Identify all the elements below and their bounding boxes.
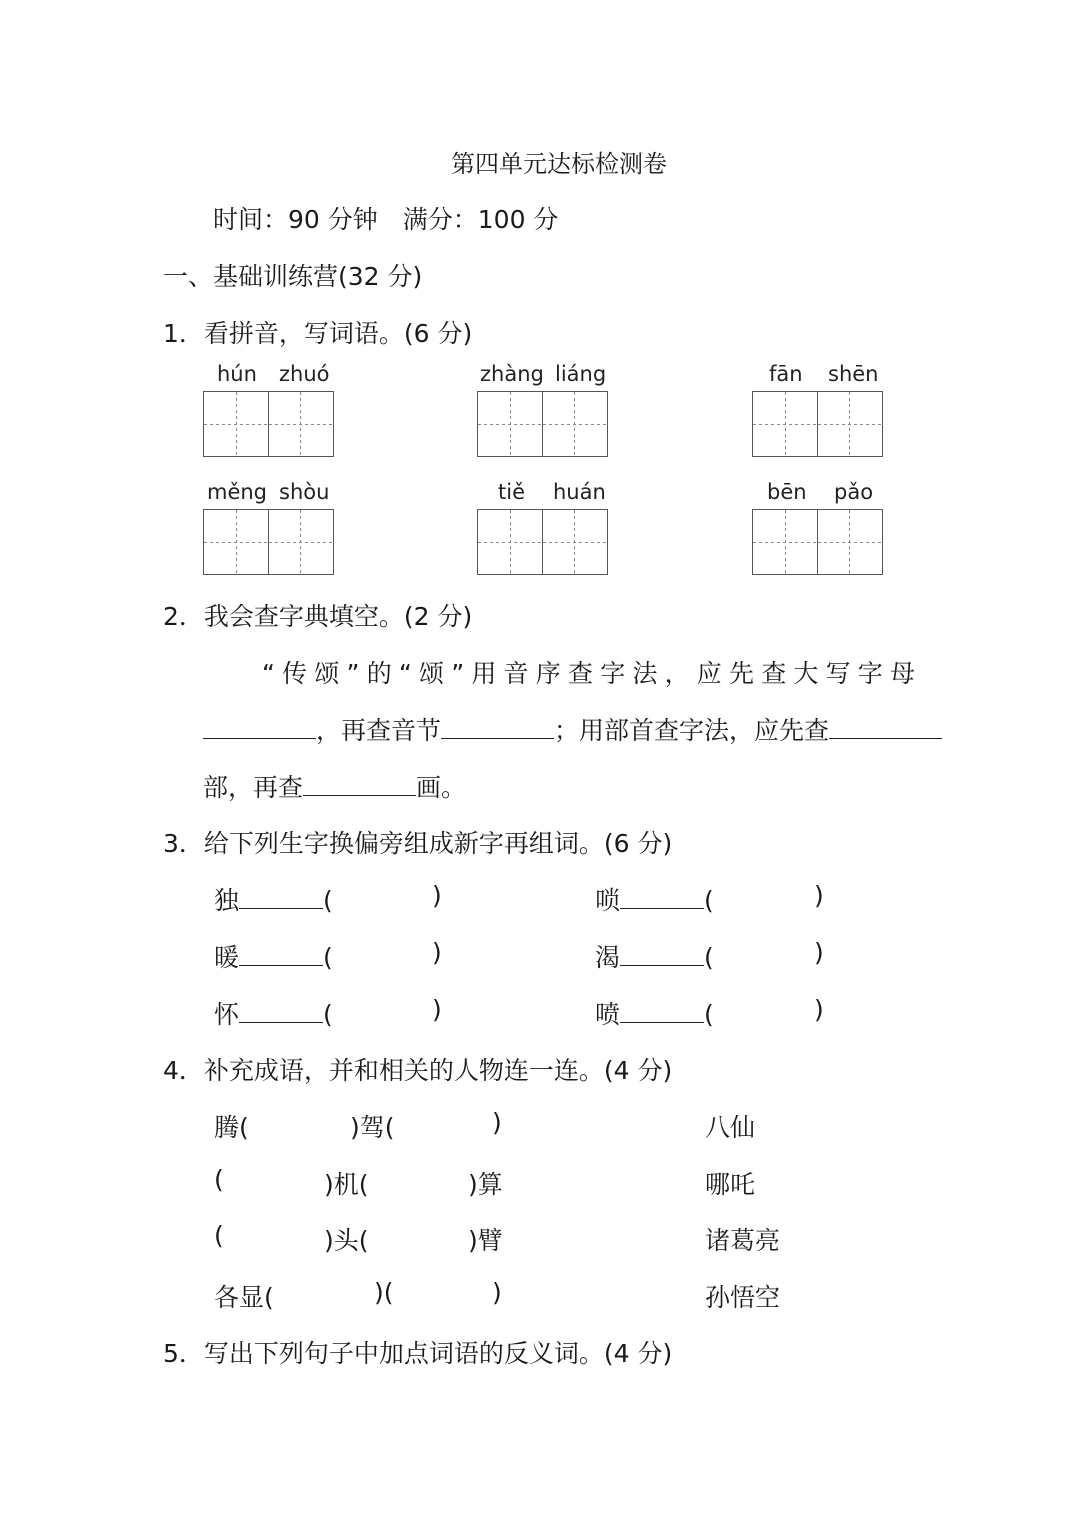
grid-cell[interactable]	[477, 391, 543, 457]
pinyin-label: zhàng	[480, 362, 544, 386]
idiom-part: )驾(	[350, 1113, 395, 1142]
paren-close: )	[814, 881, 824, 910]
fill-blank[interactable]	[239, 964, 323, 966]
grid-cell[interactable]	[752, 391, 818, 457]
character-grid[interactable]	[477, 391, 608, 457]
section-heading: 一、基础训练营(32 分)	[163, 262, 423, 291]
person-name[interactable]: 八仙	[705, 1113, 756, 1142]
grid-cell[interactable]	[543, 509, 608, 575]
pinyin-label: liáng	[555, 362, 607, 386]
pinyin-label: bēn	[767, 480, 807, 504]
idiom-part: 腾(	[214, 1113, 249, 1142]
paren-close: )	[814, 938, 824, 967]
pinyin-label: zhuó	[279, 362, 330, 386]
idiom-part: )算	[468, 1170, 503, 1199]
idiom-part: )	[492, 1108, 502, 1137]
pinyin-label: huán	[553, 480, 606, 504]
pinyin-label: pǎo	[834, 480, 874, 504]
paren-open: (	[704, 1000, 714, 1029]
grid-cell[interactable]	[818, 509, 883, 575]
grid-cell[interactable]	[818, 391, 883, 457]
idiom-part: (	[214, 1165, 224, 1194]
pinyin-label: fān	[769, 362, 803, 386]
paren-close: )	[432, 881, 442, 910]
radical-item	[595, 938, 714, 974]
paren-close: )	[432, 938, 442, 967]
question-5-title: 5．写出下列句子中加点词语的反义词。(4 分)	[163, 1339, 673, 1368]
character-grid[interactable]	[477, 509, 608, 575]
paren-open: (	[323, 943, 333, 972]
pinyin-label: tiě	[498, 480, 525, 504]
fill-blank[interactable]	[303, 794, 416, 796]
question-4-title: 4．补充成语，并和相关的人物连一连。(4 分)	[163, 1056, 673, 1085]
idiom-part: )头(	[324, 1226, 369, 1255]
paren-close: )	[814, 995, 824, 1024]
person-name[interactable]: 诸葛亮	[705, 1226, 781, 1255]
fill-blank[interactable]	[203, 737, 316, 739]
base-char: 渴	[595, 943, 621, 972]
idiom-part: (	[214, 1221, 224, 1250]
fill-blank[interactable]	[239, 1021, 323, 1023]
question-2-line1: “传颂”的“颂”用音序查字法，应先查大写字母	[262, 659, 923, 688]
question-1-title: 1．看拼音，写词语。(6 分)	[163, 319, 473, 348]
idiom-part: )机(	[324, 1170, 369, 1199]
question-2-line2	[203, 711, 942, 747]
fill-blank[interactable]	[829, 737, 942, 739]
fill-blank[interactable]	[620, 1021, 704, 1023]
person-name[interactable]: 哪吒	[705, 1170, 756, 1199]
character-grid[interactable]	[752, 391, 883, 457]
grid-cell[interactable]	[269, 391, 334, 457]
base-char: 独	[214, 886, 240, 915]
fill-blank[interactable]	[620, 907, 704, 909]
idiom-part: 各显(	[214, 1283, 274, 1312]
base-char: 暖	[214, 943, 240, 972]
base-char: 怀	[214, 1000, 240, 1029]
fill-blank[interactable]	[441, 737, 554, 739]
paren-open: (	[704, 886, 714, 915]
text-segment: 画。	[416, 773, 467, 802]
paren-open: (	[323, 886, 333, 915]
text-segment: ，再查音节	[316, 716, 442, 745]
fill-blank[interactable]	[239, 907, 323, 909]
idiom-part: )(	[374, 1278, 394, 1307]
radical-item	[595, 881, 714, 917]
pinyin-label: hún	[217, 362, 257, 386]
base-char: 唢	[595, 886, 621, 915]
pinyin-label: shēn	[828, 362, 879, 386]
paren-open: (	[323, 1000, 333, 1029]
paren-close: )	[432, 995, 442, 1024]
grid-cell[interactable]	[203, 509, 269, 575]
radical-item	[214, 938, 333, 974]
question-2-line3	[203, 768, 466, 804]
person-name[interactable]: 孙悟空	[705, 1283, 781, 1312]
fill-blank[interactable]	[620, 964, 704, 966]
question-3-title: 3．给下列生字换偏旁组成新字再组词。(6 分)	[163, 829, 673, 858]
idiom-part: )	[492, 1278, 502, 1307]
grid-cell[interactable]	[543, 391, 608, 457]
pinyin-label: měng	[207, 480, 268, 504]
text-segment: ；用部首查字法，应先查	[554, 716, 830, 745]
time-score-line: 时间：90 分钟 满分：100 分	[213, 205, 559, 234]
question-2-title: 2．我会查字典填空。(2 分)	[163, 602, 473, 631]
grid-cell[interactable]	[477, 509, 543, 575]
character-grid[interactable]	[203, 509, 334, 575]
radical-item	[214, 881, 333, 917]
paren-open: (	[704, 943, 714, 972]
radical-item	[595, 995, 714, 1031]
radical-item	[214, 995, 333, 1031]
grid-cell[interactable]	[203, 391, 269, 457]
pinyin-label: shòu	[279, 480, 330, 504]
base-char: 喷	[595, 1000, 621, 1029]
text-segment: 部，再查	[203, 773, 304, 802]
character-grid[interactable]	[752, 509, 883, 575]
page-title: 第四单元达标检测卷	[451, 150, 667, 178]
grid-cell[interactable]	[269, 509, 334, 575]
grid-cell[interactable]	[752, 509, 818, 575]
idiom-part: )臂	[468, 1226, 503, 1255]
character-grid[interactable]	[203, 391, 334, 457]
